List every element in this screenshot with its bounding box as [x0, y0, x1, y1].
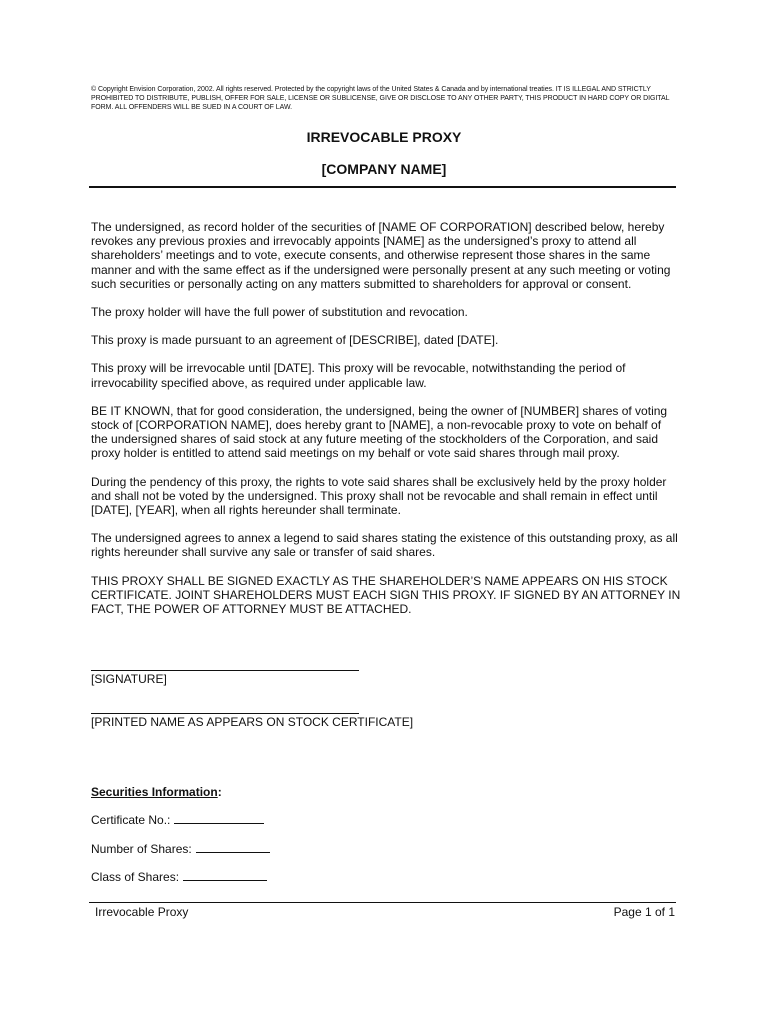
paragraph-signing-instructions: THIS PROXY SHALL BE SIGNED EXACTLY AS THE SHAREHOLDER’S NAME APPEARS ON HIS STOCK CERTIFICATE. JOINT SHAREHOLDERS MUST EACH SIGN THIS PROXY. IF SIGNED BY AN ATTORNEY IN FACT, THE POWER OF ATTORNEY MUST BE ATTACHED. [91, 573, 681, 617]
document-title: IRREVOCABLE PROXY [306, 129, 462, 145]
paragraph-be-it-known: BE IT KNOWN, that for good consideration, the undersigned, being the owner of [NUMBER] shares of voting stock of [CORPORATION NAME], does hereby grant to [NAME], a non-revocable proxy to vote on behalf of the undersigned shares of said stock at any future meeting of the stockholders of the Corporation, and said proxy holder is entitled to attend said meetings on my behalf or vote said shares through mail proxy. [91, 403, 668, 461]
paragraph-substitution: The proxy holder will have the full power of substitution and revocation. [91, 305, 468, 320]
number-of-shares-label: Number of Shares: [91, 842, 192, 856]
number-of-shares-field [91, 842, 270, 856]
copyright-notice: © Copyright Envision Corporation, 2002. All rights reserved. Protected by the copyright laws of the United States & Canada and by international treaties. IT IS ILLEGAL AND STRICTLY PROHIBITED TO DISTRIBUTE, PUBLISH, OFFER FOR SALE, LICENSE OR SUBLICENSE, GIVE OR DISCLOSE TO ANY OTHER PARTY, THIS PRODUCT IN HARD COPY OR DIGITAL FORM. ALL OFFENDERS WILL BE SUED IN A COURT OF LAW. [91, 86, 670, 111]
paragraph-agreement: This proxy is made pursuant to an agreement of [DESCRIBE], dated [DATE]. [91, 333, 499, 348]
class-of-shares-label: Class of Shares: [91, 870, 180, 884]
signature-label: [SIGNATURE] [91, 672, 167, 686]
paragraph-legend: The undersigned agrees to annex a legend to said shares stating the existence of this outstanding proxy, as all rights hereunder shall survive any sale or transfer of said shares. [91, 531, 678, 560]
class-of-shares-field [91, 870, 267, 884]
number-of-shares-blank[interactable] [196, 852, 270, 853]
footer-page-number: Page 1 of 1 [613, 905, 675, 919]
paragraph-pendency: During the pendency of this proxy, the rights to vote said shares shall be exclusively held by the proxy holder and shall not be voted by the undersigned. This proxy shall not be revocable and shall remain in effect until [DATE], [YEAR], when all rights hereunder shall terminate. [91, 474, 667, 518]
signature-line[interactable] [91, 670, 359, 671]
certificate-no-field [91, 813, 264, 827]
company-name-placeholder: [COMPANY NAME] [321, 161, 447, 177]
printed-name-line[interactable] [91, 713, 359, 714]
securities-heading: Securities Information: [91, 785, 222, 799]
printed-name-label: [PRINTED NAME AS APPEARS ON STOCK CERTIFICATE] [91, 715, 414, 729]
footer-divider [89, 902, 676, 903]
title-divider [89, 186, 676, 188]
document-body [91, 220, 681, 630]
paragraph-appointment: The undersigned, as record holder of the securities of [NAME OF CORPORATION] described below, hereby revokes any previous proxies and irrevocably appoints [NAME] as the undersigned’s proxy to attend all shareholders’ meetings and to vote, execute consents, and otherwise represent those shares in the same manner and with the same effect as if the undersigned were personally present at any such meeting or voting such securities or personally acting on any matters submitted to shareholders for approval or consent. [91, 220, 671, 291]
class-of-shares-blank[interactable] [183, 880, 267, 881]
certificate-no-label: Certificate No.: [91, 813, 171, 827]
certificate-no-blank[interactable] [174, 823, 264, 824]
paragraph-irrevocable-until: This proxy will be irrevocable until [DATE]. This proxy will be revocable, notwithstanding the period of irrevocability specified above, as required under applicable law. [91, 361, 626, 390]
footer-document-name: Irrevocable Proxy [95, 905, 189, 919]
